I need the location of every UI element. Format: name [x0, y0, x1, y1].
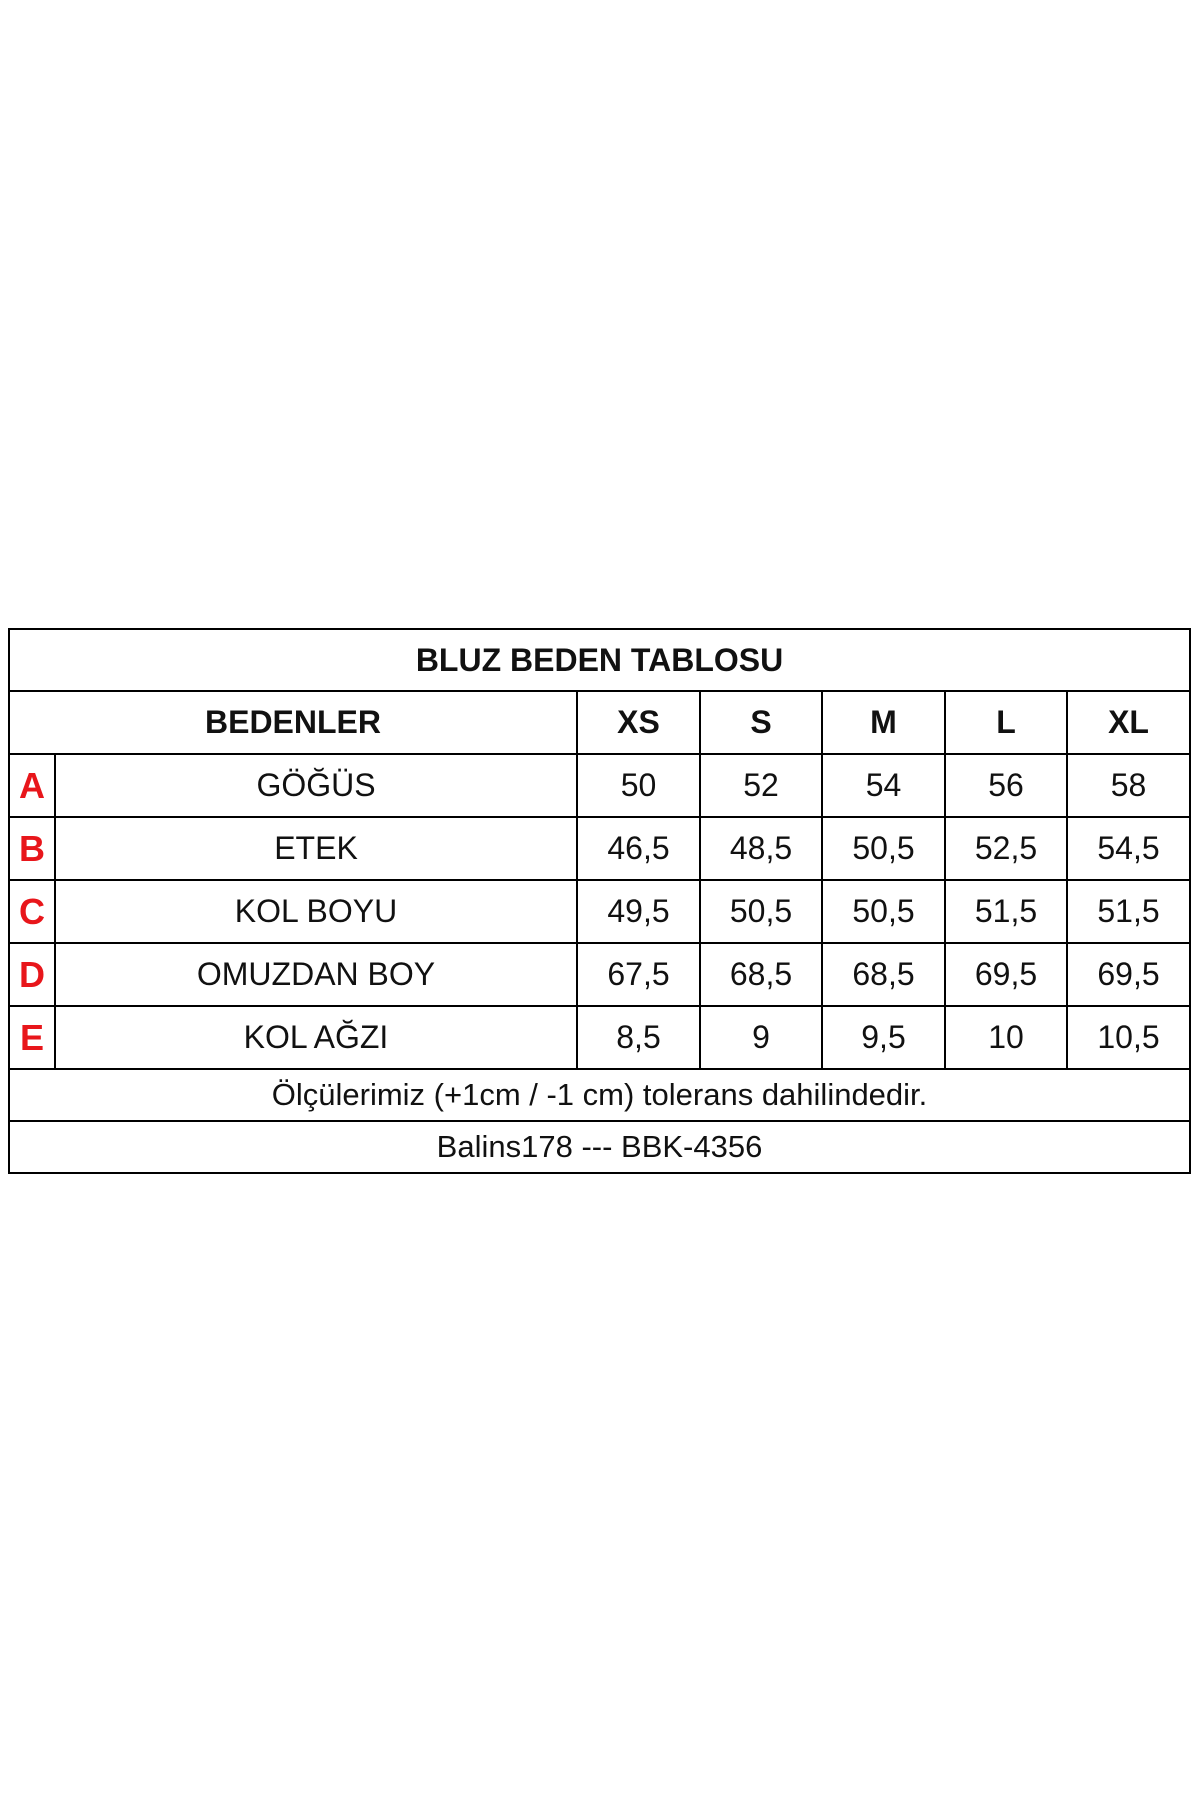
measurement-name: GÖĞÜS	[55, 754, 577, 817]
measurement-value: 51,5	[1067, 880, 1190, 943]
measurement-name: KOL AĞZI	[55, 1006, 577, 1069]
measurement-value: 9	[700, 1006, 822, 1069]
measurement-value: 67,5	[577, 943, 700, 1006]
measurement-value: 54,5	[1067, 817, 1190, 880]
measurement-value: 69,5	[1067, 943, 1190, 1006]
sizes-header-label: BEDENLER	[9, 691, 577, 754]
tolerance-row	[9, 1069, 1190, 1121]
table-row	[9, 880, 1190, 943]
table-row	[9, 817, 1190, 880]
measurement-value: 50	[577, 754, 700, 817]
title-row	[9, 629, 1190, 691]
product-code: Balins178 --- BBK-4356	[9, 1121, 1190, 1173]
measurement-name: OMUZDAN BOY	[55, 943, 577, 1006]
measurement-name: KOL BOYU	[55, 880, 577, 943]
size-header-xs: XS	[577, 691, 700, 754]
table-row	[9, 754, 1190, 817]
measurement-value: 9,5	[822, 1006, 945, 1069]
size-header-s: S	[700, 691, 822, 754]
table-row	[9, 943, 1190, 1006]
measurement-value: 49,5	[577, 880, 700, 943]
measurement-value: 50,5	[822, 817, 945, 880]
measurement-value: 10,5	[1067, 1006, 1190, 1069]
row-letter: E	[9, 1006, 55, 1069]
header-row	[9, 691, 1190, 754]
measurement-value: 69,5	[945, 943, 1067, 1006]
measurement-value: 8,5	[577, 1006, 700, 1069]
measurement-value: 48,5	[700, 817, 822, 880]
size-chart-table	[8, 628, 1191, 1174]
measurement-value: 50,5	[700, 880, 822, 943]
measurement-value: 10	[945, 1006, 1067, 1069]
measurement-value: 54	[822, 754, 945, 817]
measurement-name: ETEK	[55, 817, 577, 880]
product-code-row	[9, 1121, 1190, 1173]
measurement-value: 68,5	[822, 943, 945, 1006]
row-letter: B	[9, 817, 55, 880]
row-letter: A	[9, 754, 55, 817]
measurement-value: 50,5	[822, 880, 945, 943]
tolerance-note: Ölçülerimiz (+1cm / -1 cm) tolerans dahilindedir.	[9, 1069, 1190, 1121]
row-letter: C	[9, 880, 55, 943]
measurement-value: 52	[700, 754, 822, 817]
size-header-l: L	[945, 691, 1067, 754]
measurement-value: 58	[1067, 754, 1190, 817]
size-header-xl: XL	[1067, 691, 1190, 754]
measurement-value: 51,5	[945, 880, 1067, 943]
measurement-value: 56	[945, 754, 1067, 817]
row-letter: D	[9, 943, 55, 1006]
measurement-value: 46,5	[577, 817, 700, 880]
measurement-value: 52,5	[945, 817, 1067, 880]
table-title: BLUZ BEDEN TABLOSU	[9, 629, 1190, 691]
table-row	[9, 1006, 1190, 1069]
size-header-m: M	[822, 691, 945, 754]
measurement-value: 68,5	[700, 943, 822, 1006]
